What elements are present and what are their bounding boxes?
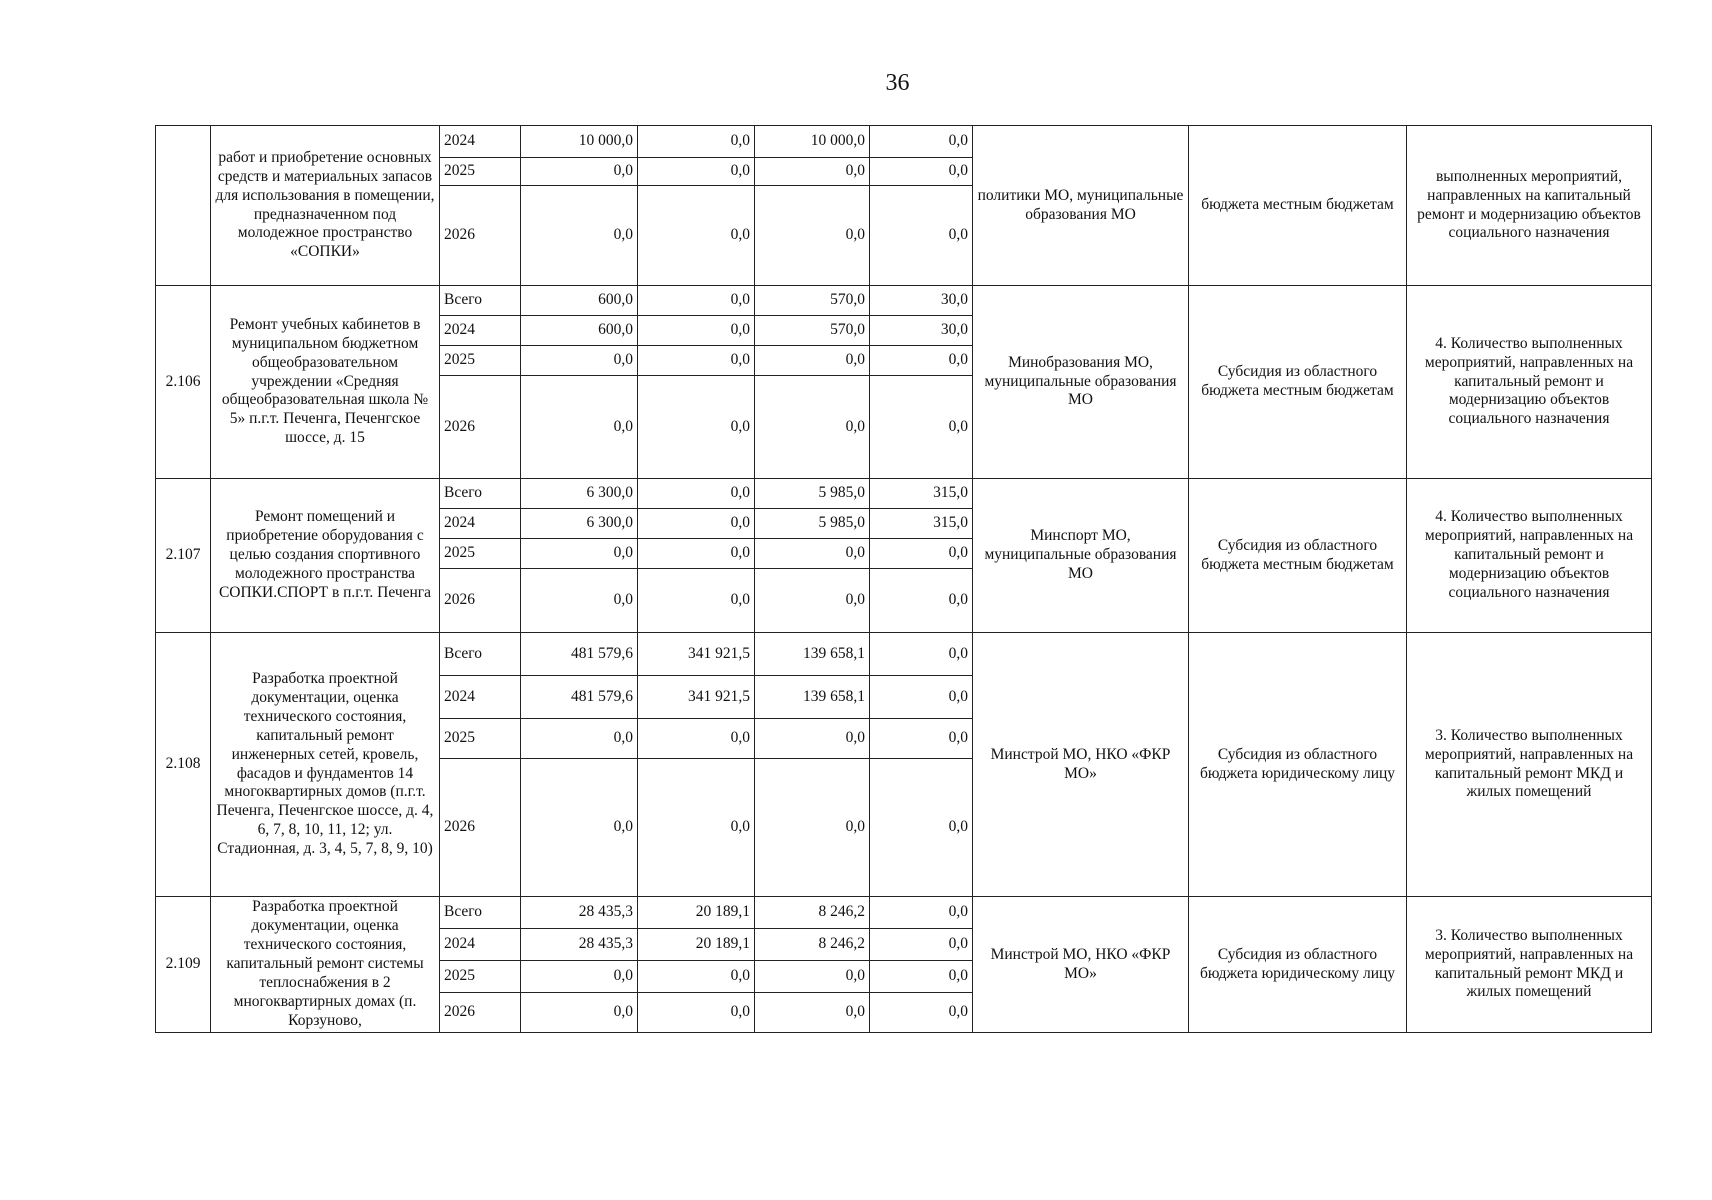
item-number [156, 126, 211, 286]
total-amount: 0,0 [521, 186, 638, 286]
federal-amount: 341 921,5 [638, 633, 755, 676]
local-amount: 0,0 [870, 759, 973, 897]
year-cell: 2025 [440, 158, 521, 186]
federal-amount: 341 921,5 [638, 676, 755, 719]
year-cell: 2025 [440, 961, 521, 993]
federal-amount: 20 189,1 [638, 897, 755, 929]
page-number: 36 [885, 70, 910, 96]
total-amount: 0,0 [521, 961, 638, 993]
regional-amount: 0,0 [755, 376, 870, 479]
year-cell: 2024 [440, 126, 521, 158]
federal-amount: 0,0 [638, 286, 755, 316]
total-amount: 600,0 [521, 286, 638, 316]
item-number: 2.107 [156, 479, 211, 633]
local-amount: 0,0 [870, 961, 973, 993]
program-table [155, 125, 1652, 1033]
federal-amount: 20 189,1 [638, 929, 755, 961]
indicator-cell: 4. Количество выполненных мероприятий, направленных на капитальный ремонт и модернизацию объектов социального назначения [1407, 479, 1652, 633]
federal-amount: 0,0 [638, 961, 755, 993]
total-amount: 481 579,6 [521, 676, 638, 719]
measure-name: Ремонт учебных кабинетов в муниципальном бюджетном общеобразовательном учреждении «Средняя общеобразовательная школа № 5» п.г.т. Печенга, Печенгское шоссе, д. 15 [211, 286, 440, 479]
local-amount: 0,0 [870, 186, 973, 286]
funding-source-cell: Субсидия из областного бюджета юридическому лицу [1189, 897, 1407, 1033]
item-number: 2.106 [156, 286, 211, 479]
regional-amount: 8 246,2 [755, 897, 870, 929]
local-amount: 315,0 [870, 509, 973, 539]
total-amount: 28 435,3 [521, 897, 638, 929]
funding-source-cell: Субсидия из областного бюджета местным бюджетам [1189, 479, 1407, 633]
regional-amount: 570,0 [755, 286, 870, 316]
year-cell: 2024 [440, 929, 521, 961]
table-row [156, 286, 1652, 316]
total-amount: 28 435,3 [521, 929, 638, 961]
total-amount: 481 579,6 [521, 633, 638, 676]
local-amount: 0,0 [870, 633, 973, 676]
total-amount: 0,0 [521, 719, 638, 759]
table-row [156, 633, 1652, 676]
federal-amount: 0,0 [638, 158, 755, 186]
federal-amount: 0,0 [638, 759, 755, 897]
year-cell: Всего [440, 479, 521, 509]
indicator-cell: 3. Количество выполненных мероприятий, направленных на капитальный ремонт МКД и жилых помещений [1407, 897, 1652, 1033]
year-cell: 2025 [440, 346, 521, 376]
regional-amount: 0,0 [755, 186, 870, 286]
total-amount: 0,0 [521, 569, 638, 633]
federal-amount: 0,0 [638, 376, 755, 479]
year-cell: Всего [440, 286, 521, 316]
regional-amount: 139 658,1 [755, 676, 870, 719]
local-amount: 0,0 [870, 346, 973, 376]
year-cell: 2026 [440, 993, 521, 1033]
local-amount: 315,0 [870, 479, 973, 509]
year-cell: 2026 [440, 186, 521, 286]
total-amount: 0,0 [521, 346, 638, 376]
local-amount: 0,0 [870, 676, 973, 719]
total-amount: 6 300,0 [521, 509, 638, 539]
regional-amount: 0,0 [755, 539, 870, 569]
regional-amount: 570,0 [755, 316, 870, 346]
year-cell: 2024 [440, 316, 521, 346]
indicator-cell: 4. Количество выполненных мероприятий, направленных на капитальный ремонт и модернизацию объектов социального назначения [1407, 286, 1652, 479]
local-amount: 0,0 [870, 539, 973, 569]
regional-amount: 0,0 [755, 961, 870, 993]
year-cell: 2024 [440, 676, 521, 719]
total-amount: 0,0 [521, 158, 638, 186]
federal-amount: 0,0 [638, 509, 755, 539]
federal-amount: 0,0 [638, 539, 755, 569]
year-cell: Всего [440, 897, 521, 929]
table-row [156, 897, 1652, 929]
federal-amount: 0,0 [638, 186, 755, 286]
funding-source-cell: Субсидия из областного бюджета местным бюджетам [1189, 286, 1407, 479]
item-number: 2.109 [156, 897, 211, 1033]
total-amount: 0,0 [521, 539, 638, 569]
year-cell: 2025 [440, 539, 521, 569]
total-amount: 0,0 [521, 993, 638, 1033]
local-amount: 0,0 [870, 929, 973, 961]
table-row [156, 126, 1652, 158]
federal-amount: 0,0 [638, 126, 755, 158]
regional-amount: 0,0 [755, 346, 870, 376]
local-amount: 0,0 [870, 569, 973, 633]
local-amount: 0,0 [870, 993, 973, 1033]
regional-amount: 8 246,2 [755, 929, 870, 961]
item-number: 2.108 [156, 633, 211, 897]
year-cell: 2025 [440, 719, 521, 759]
local-amount: 0,0 [870, 126, 973, 158]
year-cell: 2024 [440, 509, 521, 539]
regional-amount: 5 985,0 [755, 509, 870, 539]
regional-amount: 0,0 [755, 993, 870, 1033]
regional-amount: 0,0 [755, 719, 870, 759]
year-cell: 2026 [440, 759, 521, 897]
local-amount: 0,0 [870, 376, 973, 479]
local-amount: 0,0 [870, 897, 973, 929]
executor-cell: Минстрой МО, НКО «ФКР МО» [973, 633, 1189, 897]
regional-amount: 0,0 [755, 569, 870, 633]
federal-amount: 0,0 [638, 569, 755, 633]
table-body [156, 126, 1652, 1033]
total-amount: 600,0 [521, 316, 638, 346]
federal-amount: 0,0 [638, 719, 755, 759]
executor-cell: Минстрой МО, НКО «ФКР МО» [973, 897, 1189, 1033]
executor-cell: политики МО, муниципальные образования МО [973, 126, 1189, 286]
indicator-cell: 3. Количество выполненных мероприятий, направленных на капитальный ремонт МКД и жилых помещений [1407, 633, 1652, 897]
measure-name: Разработка проектной документации, оценка технического состояния, капитальный ремонт системы теплоснабжения в 2 многоквартирных домах (п. Корзуново, [211, 897, 440, 1033]
funding-source-cell: Субсидия из областного бюджета юридическому лицу [1189, 633, 1407, 897]
local-amount: 0,0 [870, 158, 973, 186]
local-amount: 30,0 [870, 316, 973, 346]
year-cell: 2026 [440, 569, 521, 633]
regional-amount: 5 985,0 [755, 479, 870, 509]
federal-amount: 0,0 [638, 346, 755, 376]
federal-amount: 0,0 [638, 316, 755, 346]
measure-name: работ и приобретение основных средств и материальных запасов для использования в помещении, предназначенном под молодежное пространство «СОПКИ» [211, 126, 440, 286]
year-cell: Всего [440, 633, 521, 676]
local-amount: 0,0 [870, 719, 973, 759]
funding-source-cell: бюджета местным бюджетам [1189, 126, 1407, 286]
regional-amount: 0,0 [755, 759, 870, 897]
year-cell: 2026 [440, 376, 521, 479]
total-amount: 10 000,0 [521, 126, 638, 158]
measure-name: Разработка проектной документации, оценка технического состояния, капитальный ремонт инженерных сетей, кровель, фасадов и фундаментов 14 многоквартирных домов (п.г.т. Печенга, Печенгское шоссе, д. 4, 6, 7, 8, 10, 11, 12; ул. Стадионная, д. 3, 4, 5, 7, 8, 9, 10) [211, 633, 440, 897]
table-row [156, 479, 1652, 509]
total-amount: 6 300,0 [521, 479, 638, 509]
regional-amount: 10 000,0 [755, 126, 870, 158]
regional-amount: 0,0 [755, 158, 870, 186]
measure-name: Ремонт помещений и приобретение оборудования с целью создания спортивного молодежного пространства СОПКИ.СПОРТ в п.г.т. Печенга [211, 479, 440, 633]
federal-amount: 0,0 [638, 993, 755, 1033]
total-amount: 0,0 [521, 376, 638, 479]
federal-amount: 0,0 [638, 479, 755, 509]
executor-cell: Минспорт МО, муниципальные образования МО [973, 479, 1189, 633]
total-amount: 0,0 [521, 759, 638, 897]
local-amount: 30,0 [870, 286, 973, 316]
indicator-cell: выполненных мероприятий, направленных на капитальный ремонт и модернизацию объектов социального назначения [1407, 126, 1652, 286]
executor-cell: Минобразования МО, муниципальные образования МО [973, 286, 1189, 479]
regional-amount: 139 658,1 [755, 633, 870, 676]
